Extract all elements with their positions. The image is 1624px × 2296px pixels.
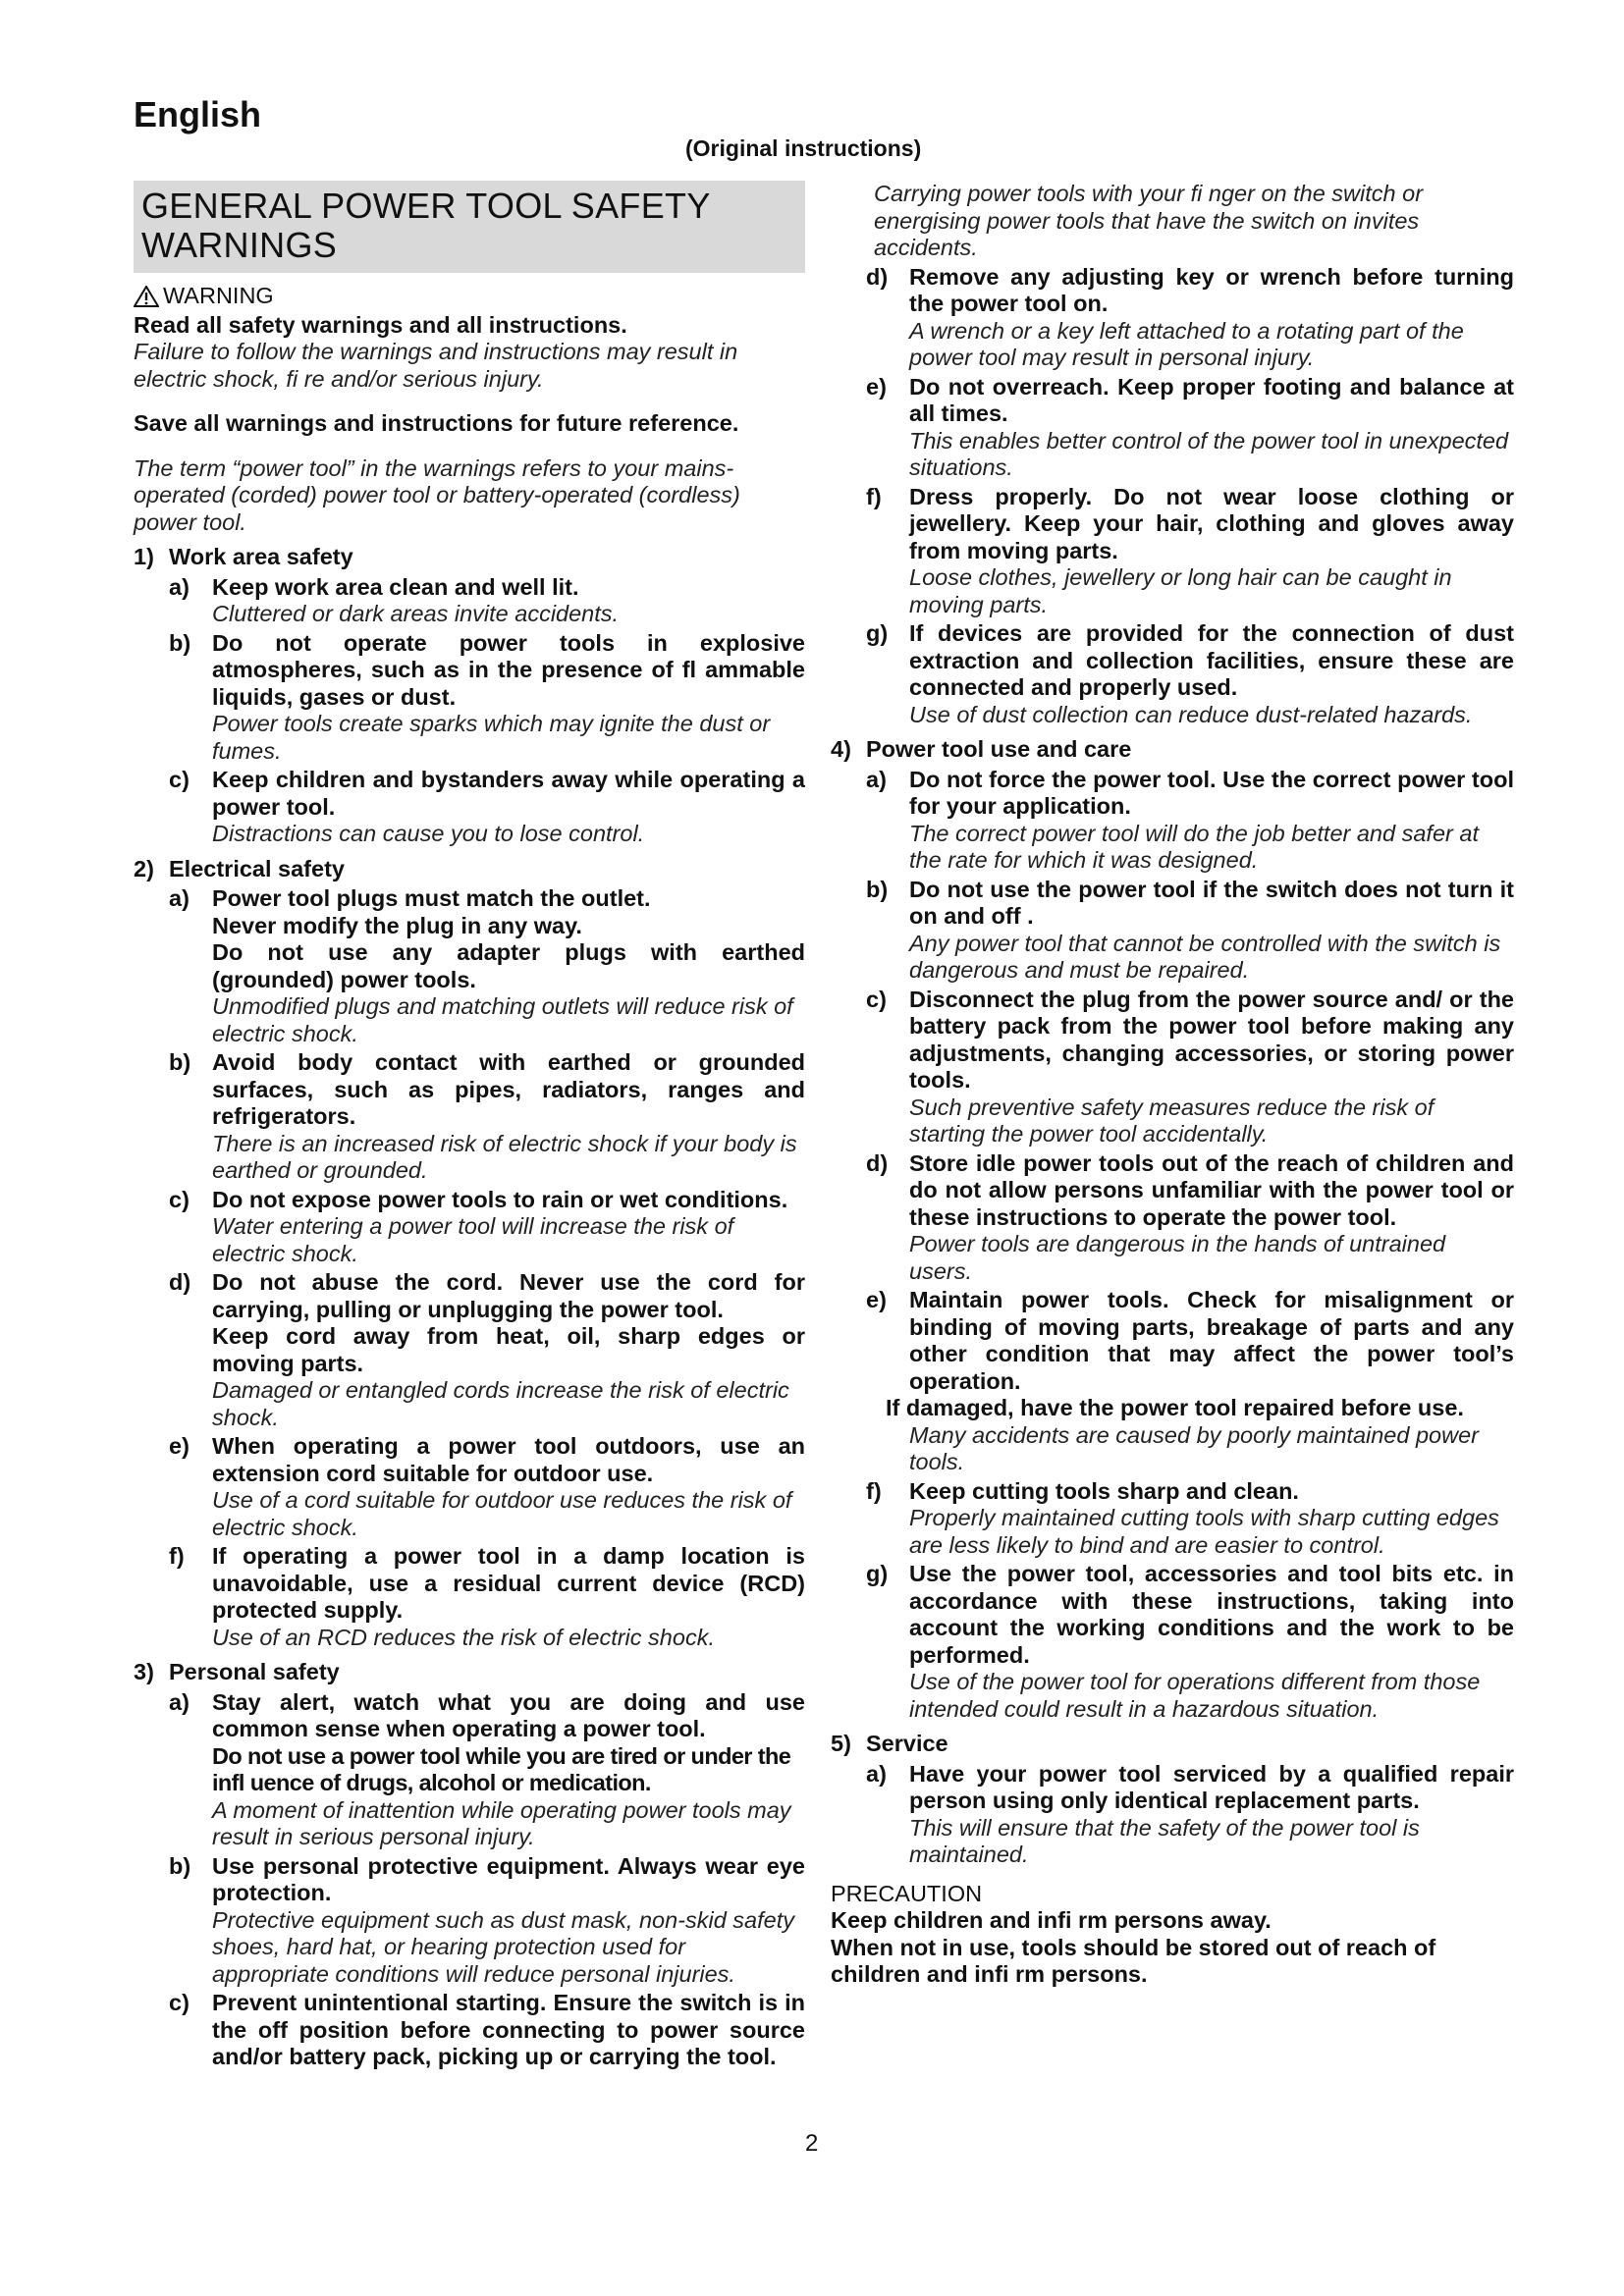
explanation: This enables better control of the power tool in unexpected situations. bbox=[909, 427, 1509, 480]
explanation: A moment of inattention while operating power tools may result in serious personal injury. bbox=[212, 1796, 791, 1849]
explanation: Protective equipment such as dust mask, non-skid safety shoes, hard hat, or hearing protection used for appropriate conditions will reduce personal injuries. bbox=[212, 1906, 795, 1987]
explanation: Any power tool that cannot be controlled with the switch is dangerous and must be repaired. bbox=[909, 930, 1501, 983]
explanation: Use of a cord suitable for outdoor use reduces the risk of electric shock. bbox=[212, 1487, 792, 1540]
list-item: a) Stay alert, watch what you are doing and use common sense when operating a power tool. bbox=[169, 1688, 805, 1741]
explanation: Use of dust collection can reduce dust-related hazards. bbox=[909, 701, 1473, 727]
list-item: g) Use the power tool, accessories and tool bits etc. in accordance with these instructions, taking into account the working conditions and the work to be performed. bbox=[866, 1561, 1514, 1668]
list-item: a) Have your power tool serviced by a qualified repair person using only identical replacement parts. bbox=[866, 1760, 1514, 1813]
precaution-line-1: Keep children and infi rm persons away. bbox=[831, 1907, 1272, 1933]
explanation: Loose clothes, jewellery or long hair can be caught in moving parts. bbox=[909, 564, 1452, 617]
explanation: Many accidents are caused by poorly maintained power tools. bbox=[909, 1421, 1479, 1474]
page-title: GENERAL POWER TOOL SAFETY WARNINGS bbox=[134, 181, 805, 273]
list-item: c) Disconnect the plug from the power source and/ or the battery pack from the power tool before making any adjustments, changing accessories, or storing power tools. bbox=[866, 986, 1514, 1093]
original-instructions-label: (Original instructions) bbox=[685, 135, 922, 161]
section-5-heading: 5) Service bbox=[831, 1731, 948, 1756]
explanation: Properly maintained cutting tools with sharp cutting edges are less likely to bind and are easier to control. bbox=[909, 1505, 1499, 1558]
precaution-line-2: When not in use, tools should be stored out of reach of children and infi rm persons. bbox=[831, 1934, 1436, 1987]
right-column bbox=[831, 181, 1514, 1989]
list-item: e) When operating a power tool outdoors, use an extension cord suitable for outdoor use. bbox=[169, 1433, 805, 1486]
failure-text: Failure to follow the warnings and instructions may result in electric shock, fi re and/or serious injury. bbox=[134, 339, 738, 392]
list-item: e) Maintain power tools. Check for misalignment or binding of moving parts, breakage of parts and any other condition that may affect the power tool’s operation. bbox=[866, 1287, 1514, 1394]
list-item: a) Keep work area clean and well lit. bbox=[169, 573, 579, 600]
explanation: Use of an RCD reduces the risk of electric shock. bbox=[212, 1624, 715, 1650]
section-1-heading: 1) Work area safety bbox=[134, 544, 353, 569]
list-item: b) Use personal protective equipment. Always wear eye protection. bbox=[169, 1852, 805, 1905]
read-all-text: Read all safety warnings and all instructions. bbox=[134, 311, 627, 338]
explanation: Unmodified plugs and matching outlets will reduce risk of electric shock. bbox=[212, 993, 793, 1046]
warning-triangle-icon bbox=[134, 286, 159, 307]
explanation: Water entering a power tool will increase the risk of electric shock. bbox=[212, 1213, 734, 1266]
explanation: Damaged or entangled cords increase the risk of electric shock. bbox=[212, 1377, 789, 1430]
explanation: This will ensure that the safety of the power tool is maintained. bbox=[909, 1814, 1420, 1867]
list-item-continuation: Do not use any adapter plugs with earthed (grounded) power tools. bbox=[212, 939, 805, 992]
save-text: Save all warnings and instructions for future reference. bbox=[134, 410, 739, 436]
list-item-continuation: If damaged, have the power tool repaired before use. bbox=[886, 1395, 1464, 1420]
list-item: d) Do not abuse the cord. Never use the cord for carrying, pulling or unplugging the power tool. bbox=[169, 1269, 805, 1322]
list-item: b) Do not operate power tools in explosive atmospheres, such as in the presence of fl ammable liquids, gases or dust. bbox=[169, 629, 805, 710]
list-item: d) Remove any adjusting key or wrench before turning the power tool on. bbox=[866, 263, 1514, 316]
section-4-heading: 4) Power tool use and care bbox=[831, 736, 1132, 762]
explanation: Cluttered or dark areas invite accidents. bbox=[212, 601, 620, 626]
warning-heading bbox=[134, 283, 805, 310]
list-item: a) Power tool plugs must match the outlet. bbox=[169, 885, 651, 911]
list-item: c) Keep children and bystanders away while operating a power tool. bbox=[169, 767, 805, 820]
warning-label: WARNING bbox=[163, 283, 274, 308]
list-item: f) If operating a power tool in a damp location is unavoidable, use a residual current device (RCD) protected supply. bbox=[169, 1543, 805, 1623]
precaution-heading: PRECAUTION bbox=[831, 1880, 983, 1906]
page-number: 2 bbox=[805, 2130, 819, 2157]
explanation: The correct power tool will do the job better and safer at the rate for which it was designed. bbox=[909, 820, 1479, 873]
explanation: Distractions can cause you to lose control. bbox=[212, 821, 645, 846]
explanation: Carrying power tools with your fi nger on the switch or energising power tools that have the switch on invites accidents. bbox=[874, 181, 1424, 260]
list-item-continuation: Do not use a power tool while you are tired or under the infl uence of drugs, alcohol or medication. bbox=[212, 1742, 791, 1795]
list-item: b) Do not use the power tool if the switch does not turn it on and off . bbox=[866, 876, 1514, 929]
list-item: f) Dress properly. Do not wear loose clothing or jewellery. Keep your hair, clothing and gloves away from moving parts. bbox=[866, 483, 1514, 563]
section-3-heading: 3) Personal safety bbox=[134, 1659, 340, 1684]
list-item-continuation: Keep cord away from heat, oil, sharp edges or moving parts. bbox=[212, 1323, 805, 1376]
left-column bbox=[134, 181, 805, 2071]
explanation: There is an increased risk of electric shock if your body is earthed or grounded. bbox=[212, 1130, 797, 1183]
list-item: a) Do not force the power tool. Use the correct power tool for your application. bbox=[866, 766, 1514, 819]
explanation: Use of the power tool for operations different from those intended could result in a hazardous situation. bbox=[909, 1669, 1481, 1722]
term-text: The term “power tool” in the warnings refers to your mains-operated (corded) power tool or battery-operated (cordless) power tool. bbox=[134, 454, 740, 535]
list-item: d) Store idle power tools out of the reach of children and do not allow persons unfamiliar with the power tool or these instructions to operate the power tool. bbox=[866, 1149, 1514, 1230]
list-item: g) If devices are provided for the connection of dust extraction and collection facilities, ensure these are connected and properly used. bbox=[866, 620, 1514, 700]
explanation: Power tools create sparks which may ignite the dust or fumes. bbox=[212, 711, 771, 764]
explanation: Such preventive safety measures reduce the risk of starting the power tool accidentally. bbox=[909, 1094, 1435, 1147]
section-2-heading: 2) Electrical safety bbox=[134, 855, 345, 881]
language-heading: English bbox=[134, 94, 262, 134]
list-item: f) Keep cutting tools sharp and clean. bbox=[866, 1477, 1299, 1504]
list-item: e) Do not overreach. Keep proper footing and balance at all times. bbox=[866, 373, 1514, 426]
list-item-continuation: Never modify the plug in any way. bbox=[212, 912, 582, 938]
explanation: A wrench or a key left attached to a rotating part of the power tool may result in personal injury. bbox=[909, 317, 1464, 370]
list-item: b) Avoid body contact with earthed or grounded surfaces, such as pipes, radiators, ranges and refrigerators. bbox=[169, 1049, 805, 1129]
explanation: Power tools are dangerous in the hands of untrained users. bbox=[909, 1231, 1446, 1284]
list-item: c) Do not expose power tools to rain or wet conditions. bbox=[169, 1186, 788, 1212]
list-item: c) Prevent unintentional starting. Ensure the switch is in the off position before connecting to power source and/or battery pack, picking up or carrying the tool. bbox=[169, 1990, 805, 2069]
